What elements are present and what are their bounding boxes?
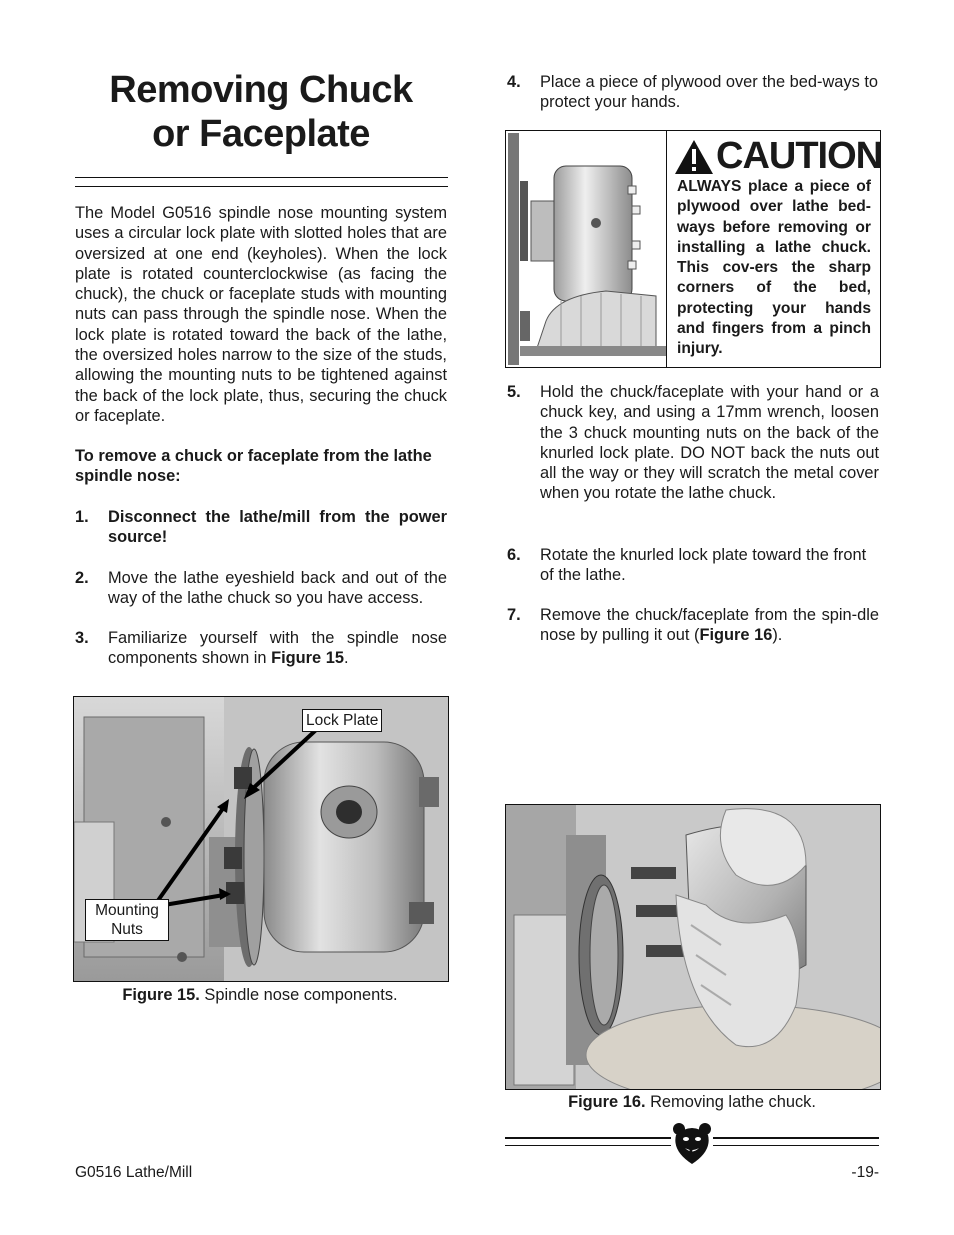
footer-rule-right-bottom [713, 1145, 879, 1146]
footer-rule-left-top [505, 1137, 671, 1139]
caution-heading: CAUTION [674, 137, 874, 177]
step-7: 7. Remove the chuck/faceplate from the spin-dle nose by pulling it out (Figure 16). [507, 606, 879, 645]
figure-16-caption: Figure 16. Removing lathe chuck. [568, 1093, 816, 1111]
page-number: -19- [851, 1164, 879, 1181]
step-1: 1. Disconnect the lathe/mill from the power source! [75, 508, 447, 547]
callout-mounting-nuts: Mounting Nuts [85, 899, 169, 941]
step-5: 5. Hold the chuck/faceplate with your hand or a chuck key, and using a 17mm wrench, loosen the 3 chuck mounting nuts on the back of the knurled lock plate. DO NOT back the nuts out all the way or they will scratch the metal cover when you rotate the lathe chuck. [507, 383, 879, 503]
footer-model: G0516 Lathe/Mill [75, 1164, 193, 1181]
title-divider-bottom [75, 186, 448, 187]
step-3: 3. Familiarize yourself with the spindle nose components shown in Figure 15. [75, 629, 447, 668]
caution-box [505, 130, 881, 368]
step-6: 6. Rotate the knurled lock plate toward the front of the lathe. [507, 546, 867, 585]
removing-chuck-photo [506, 805, 880, 1089]
procedure-heading: To remove a chuck or faceplate from the lathe spindle nose: [75, 447, 432, 486]
figure-16-ref: Figure 16 [699, 626, 773, 645]
figure-15-caption: Figure 15. Spindle nose components. [122, 986, 398, 1004]
caution-text: ALWAYS place a piece of plywood over lathe bed-ways before removing or installing a lathe chuck. This cov-ers the sharp corners of the bed, protecting your hands and fingers from a pinch injury. [677, 178, 871, 358]
plywood-chuck-illustration [506, 131, 666, 367]
page-title: Removing Chuck or Faceplate [109, 69, 413, 155]
intro-paragraph: The Model G0516 spindle nose mounting system uses a circular lock plate with slotted holes that are oversized at one end (keyholes). When the lock plate is rotated counterclockwise (as facing the chuck), the chuck or faceplate studs with mounting nuts can pass through the spindle nose. When the lock plate is rotated toward the back of the lathe, the oversized holes narrow to the size of the studs, allowing the mounting nuts to be tightened against the back of the lock plate, thus, securing the chuck or faceplate. [75, 204, 447, 425]
figure-16-photo [505, 804, 881, 1090]
bear-logo-icon [672, 1121, 712, 1165]
footer-rule-right-top [713, 1137, 879, 1139]
step-2: 2. Move the lathe eyeshield back and out of the way of the lathe chuck so you have access. [75, 569, 447, 608]
footer-rule-left-bottom [505, 1145, 671, 1146]
callout-lock-plate: Lock Plate [302, 709, 382, 732]
figure-15-ref: Figure 15 [271, 649, 344, 668]
step-4: 4. Place a piece of plywood over the bed-ways to protect your hands. [507, 73, 879, 112]
title-divider-top [75, 177, 448, 178]
figure-15-photo [73, 696, 449, 982]
caution-divider [666, 131, 667, 367]
warning-triangle-icon [674, 139, 714, 175]
